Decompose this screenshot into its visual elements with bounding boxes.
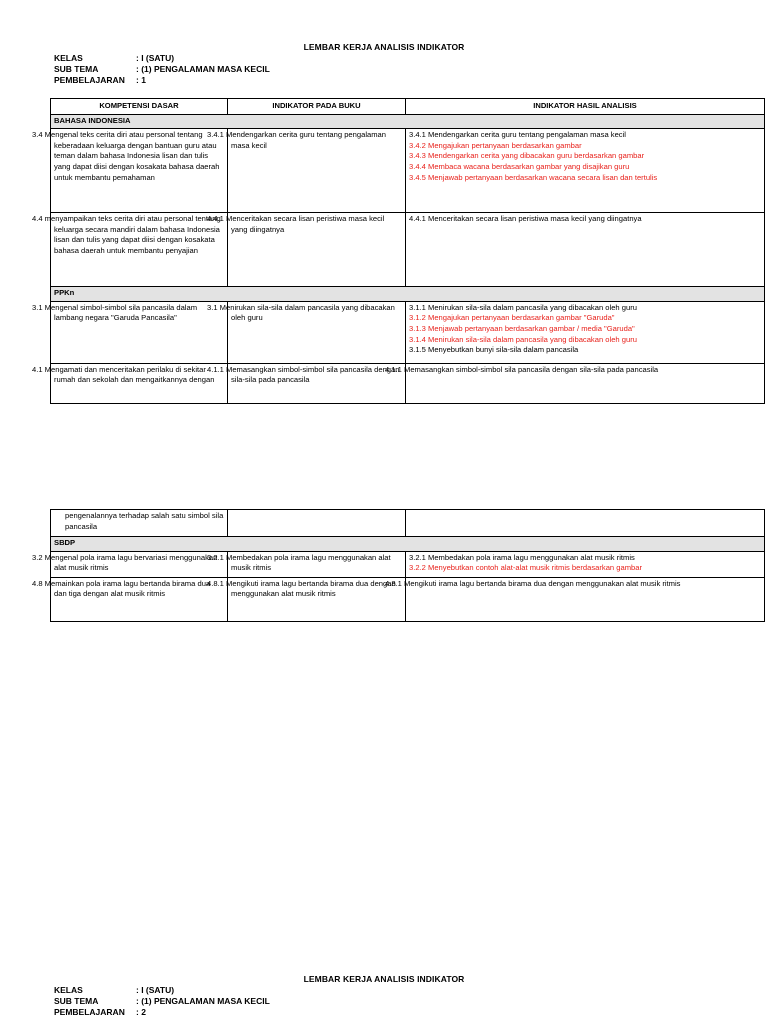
meta-value-pembelajaran: : 2 <box>136 1007 146 1017</box>
buku-cell: 4.4.1 Menceritakan secara lisan peristiwa masa kecil yang diingatnya <box>228 213 406 287</box>
kd-cell <box>32 301 228 363</box>
meta-key-kelas: KELAS <box>54 985 83 995</box>
hasil-item: 3.4.4 Membaca wacana berdasarkan gambar yang disajikan guru <box>409 161 630 171</box>
hasil-item: 3.1.5 Menyebutkan bunyi sila-sila dalam pancasila <box>409 345 579 355</box>
indicator-table-page1 <box>32 98 765 404</box>
hasil-item: 3.1.4 Menirukan sila-sila dalam pancasila yang dibacakan oleh guru <box>409 334 637 344</box>
hasil-item: 3.1.1 Menirukan sila-sila dalam pancasila yang dibacakan oleh guru <box>409 302 637 312</box>
hasil-item: 3.2.2 Menyebutkan contoh alat-alat musik ritmis berdasarkan gambar <box>409 563 642 573</box>
table-row <box>51 301 765 363</box>
meta-value-subtema: : (1) PENGALAMAN MASA KECIL <box>136 64 270 74</box>
meta-key-kelas: KELAS <box>54 53 83 63</box>
indicator-table-page2 <box>32 509 765 622</box>
table-row <box>51 213 765 287</box>
section-row-ppkn <box>51 287 765 302</box>
meta-key-pembelajaran: PEMBELAJARAN <box>54 75 125 85</box>
table-row <box>51 363 765 403</box>
hasil-cell <box>406 213 765 287</box>
kd-cell: 4.8 Memainkan pola irama lagu bertanda birama dua dan tiga dengan alat musik ritmis <box>51 577 228 621</box>
header-kompetensi-dasar: KOMPETENSI DASAR <box>51 99 228 115</box>
hasil-item: 3.1.3 Menjawab pertanyaan berdasarkan gambar / media "Garuda" <box>409 323 635 333</box>
hasil-cell-empty <box>406 510 765 537</box>
section-label: PPKn <box>51 287 765 302</box>
document-meta-2 <box>54 985 270 1018</box>
meta-value-subtema: : (1) PENGALAMAN MASA KECIL <box>136 996 270 1006</box>
kd-cell: 4.4 menyampaikan teks cerita diri atau personal tentang keluarga secara mandiri dalam bahasa Indonesia lisan dan tulis yang dapat diisi dengan kosakata bahasa daerah untuk membantu penyajian <box>51 213 228 287</box>
hasil-cell <box>406 301 765 363</box>
kd-cell: 3.2 Mengenal pola irama lagu bervariasi menggunakan alat musik ritmis <box>51 551 228 577</box>
document-title: LEMBAR KERJA ANALISIS INDIKATOR <box>303 42 465 52</box>
meta-value-kelas: : I (SATU) <box>136 985 175 995</box>
document-meta <box>54 53 270 86</box>
document-title-2: LEMBAR KERJA ANALISIS INDIKATOR <box>303 974 465 984</box>
table-header-row <box>51 99 765 115</box>
meta-value-kelas: : I (SATU) <box>136 53 175 63</box>
kd-cell: 4.1 Mengamati dan menceritakan perilaku di sekitar rumah dan sekolah dan mengaitkannya dengan <box>51 363 228 403</box>
kd-cell: 3.4 Mengenal teks cerita diri atau personal tentang keberadaan keluarga dengan bantuan guru atau teman dalam bahasa Indonesia lisan dan tulis yang dapat diisi dengan kosakata bahasa daerah untuk membantu pemahaman <box>51 129 228 213</box>
header-indikator-hasil: INDIKATOR HASIL ANALISIS <box>406 99 765 115</box>
buku-cell: 4.8.1 Mengikuti irama lagu bertanda birama dua dengan menggunakan alat musik ritmis <box>228 577 406 621</box>
kd-continuation-cell: pengenalannya terhadap salah satu simbol sila pancasila <box>51 510 228 537</box>
buku-cell-empty <box>228 510 406 537</box>
hasil-item: 3.1.2 Mengajukan pertanyaan berdasarkan gambar "Garuda" <box>409 313 615 323</box>
table-row <box>51 129 765 213</box>
hasil-item: 3.2.1 Membedakan pola irama lagu menggunakan alat musik ritmis <box>409 552 635 562</box>
section-row-sbdp <box>51 537 765 552</box>
hasil-cell: 4.8.1 Mengikuti irama lagu bertanda birama dua dengan menggunakan alat musik ritmis <box>406 577 765 621</box>
buku-cell: 3.2.1 Membedakan pola irama lagu menggunakan alat musik ritmis <box>228 551 406 577</box>
hasil-item: 3.4.5 Menjawab pertanyaan berdasarkan wacana secara lisan dan tertulis <box>409 172 658 182</box>
section-row-bahasa-indonesia <box>51 114 765 129</box>
hasil-cell: 4.1.1 Memasangkan simbol-simbol sila pancasila dengan sila-sila pada pancasila <box>406 363 765 403</box>
meta-key-subtema: SUB TEMA <box>54 996 99 1006</box>
meta-key-subtema: SUB TEMA <box>54 64 99 74</box>
hasil-cell <box>406 129 765 213</box>
header-indikator-buku: INDIKATOR PADA BUKU <box>228 99 406 115</box>
meta-value-pembelajaran: : 1 <box>136 75 146 85</box>
buku-cell: 4.1.1 Memasangkan simbol-simbol sila pancasila dengan sila-sila pada pancasila <box>228 363 406 403</box>
hasil-item: 4.4.1 Menceritakan secara lisan peristiwa masa kecil yang diingatnya <box>409 214 642 224</box>
kd-text: 3.1 Mengenal simbol-simbol sila pancasila dalam lambang negara <box>32 302 198 323</box>
table-row <box>51 510 765 537</box>
hasil-item: 3.4.1 Mendengarkan cerita guru tentang pengalaman masa kecil <box>409 130 626 140</box>
kd-quote: "Garuda Pancasila" <box>111 313 177 323</box>
table-row <box>51 577 765 621</box>
table-row <box>51 551 765 577</box>
hasil-item: 3.4.2 Mengajukan pertanyaan berdasarkan gambar <box>409 140 582 150</box>
buku-cell: 3.4.1 Mendengarkan cerita guru tentang pengalaman masa kecil <box>228 129 406 213</box>
hasil-cell <box>406 551 765 577</box>
section-label: BAHASA INDONESIA <box>51 114 765 129</box>
section-label: SBDP <box>51 537 765 552</box>
hasil-item: 3.4.3 Mendengarkan cerita yang dibacakan guru berdasarkan gambar <box>409 151 645 161</box>
meta-key-pembelajaran: PEMBELAJARAN <box>54 1007 125 1017</box>
buku-cell: 3.1 Menirukan sila-sila dalam pancasila yang dibacakan oleh guru <box>228 301 406 363</box>
